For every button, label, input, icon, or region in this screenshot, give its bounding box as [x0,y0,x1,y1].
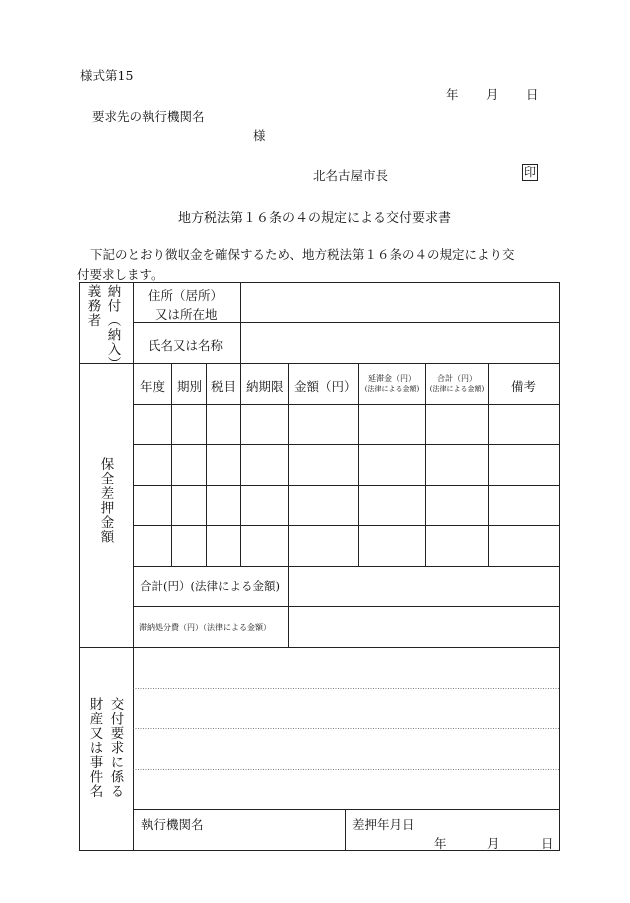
body-text-line1: 下記のとおり徴収金を確保するため、地方税法第１６条の４の規定により交 [90,247,515,262]
header-amount: 金額（円） [294,379,357,394]
property-section-label-col2: 財産又は事件名 [86,697,103,799]
seizure-section-label: 保全差押金額 [97,457,114,544]
seizure-date-year: 年 [434,836,447,851]
seizure-date-day: 日 [541,836,554,851]
header-date-day: 日 [526,87,539,102]
header-total: 合計（円） [437,374,477,383]
header-total-note: (法律による金額) [429,385,485,393]
sender-name: 北名古屋市長 [313,168,389,183]
header-date-month: 月 [486,87,499,102]
body-text-line2: 付要求します。 [77,267,164,282]
seal-mark: 印 [524,165,537,179]
delinquency-cost-label: 滞納処分費（円）（法律による金額） [139,623,271,632]
property-section-label-col1: 交付要求に係る [107,697,124,799]
header-late-fee: 延滞金（円） [368,374,416,383]
total-label: 合計(円）(法律による金額) [140,579,280,593]
header-due-date: 納期限 [246,379,284,394]
payer-name-label: 氏名又は名称 [148,338,224,353]
recipient-name: 要求先の執行機関名 [92,109,205,124]
form-number: 様式第15 [80,68,134,83]
seizure-date-month: 月 [487,836,500,851]
seizure-date-label: 差押年月日 [352,817,415,832]
header-remarks: 備考 [511,379,537,394]
payer-section-label-col1: 納付（納入） [104,284,121,371]
header-period: 期別 [177,379,203,394]
header-year: 年度 [140,379,166,394]
header-late-fee-note: (法律による金額) [364,385,420,393]
header-tax-item: 税目 [211,379,237,394]
payer-address-label-line1: 住所（居所） [148,288,224,303]
header-date-year: 年 [446,87,459,102]
agency-label: 執行機関名 [141,817,204,832]
payer-section-label-col2: 義務者 [84,284,101,328]
document-title: 地方税法第１６条の４の規定による交付要求書 [178,211,452,226]
payer-address-label-line2: 又は所在地 [155,307,218,322]
recipient-honorific: 様 [253,128,266,143]
